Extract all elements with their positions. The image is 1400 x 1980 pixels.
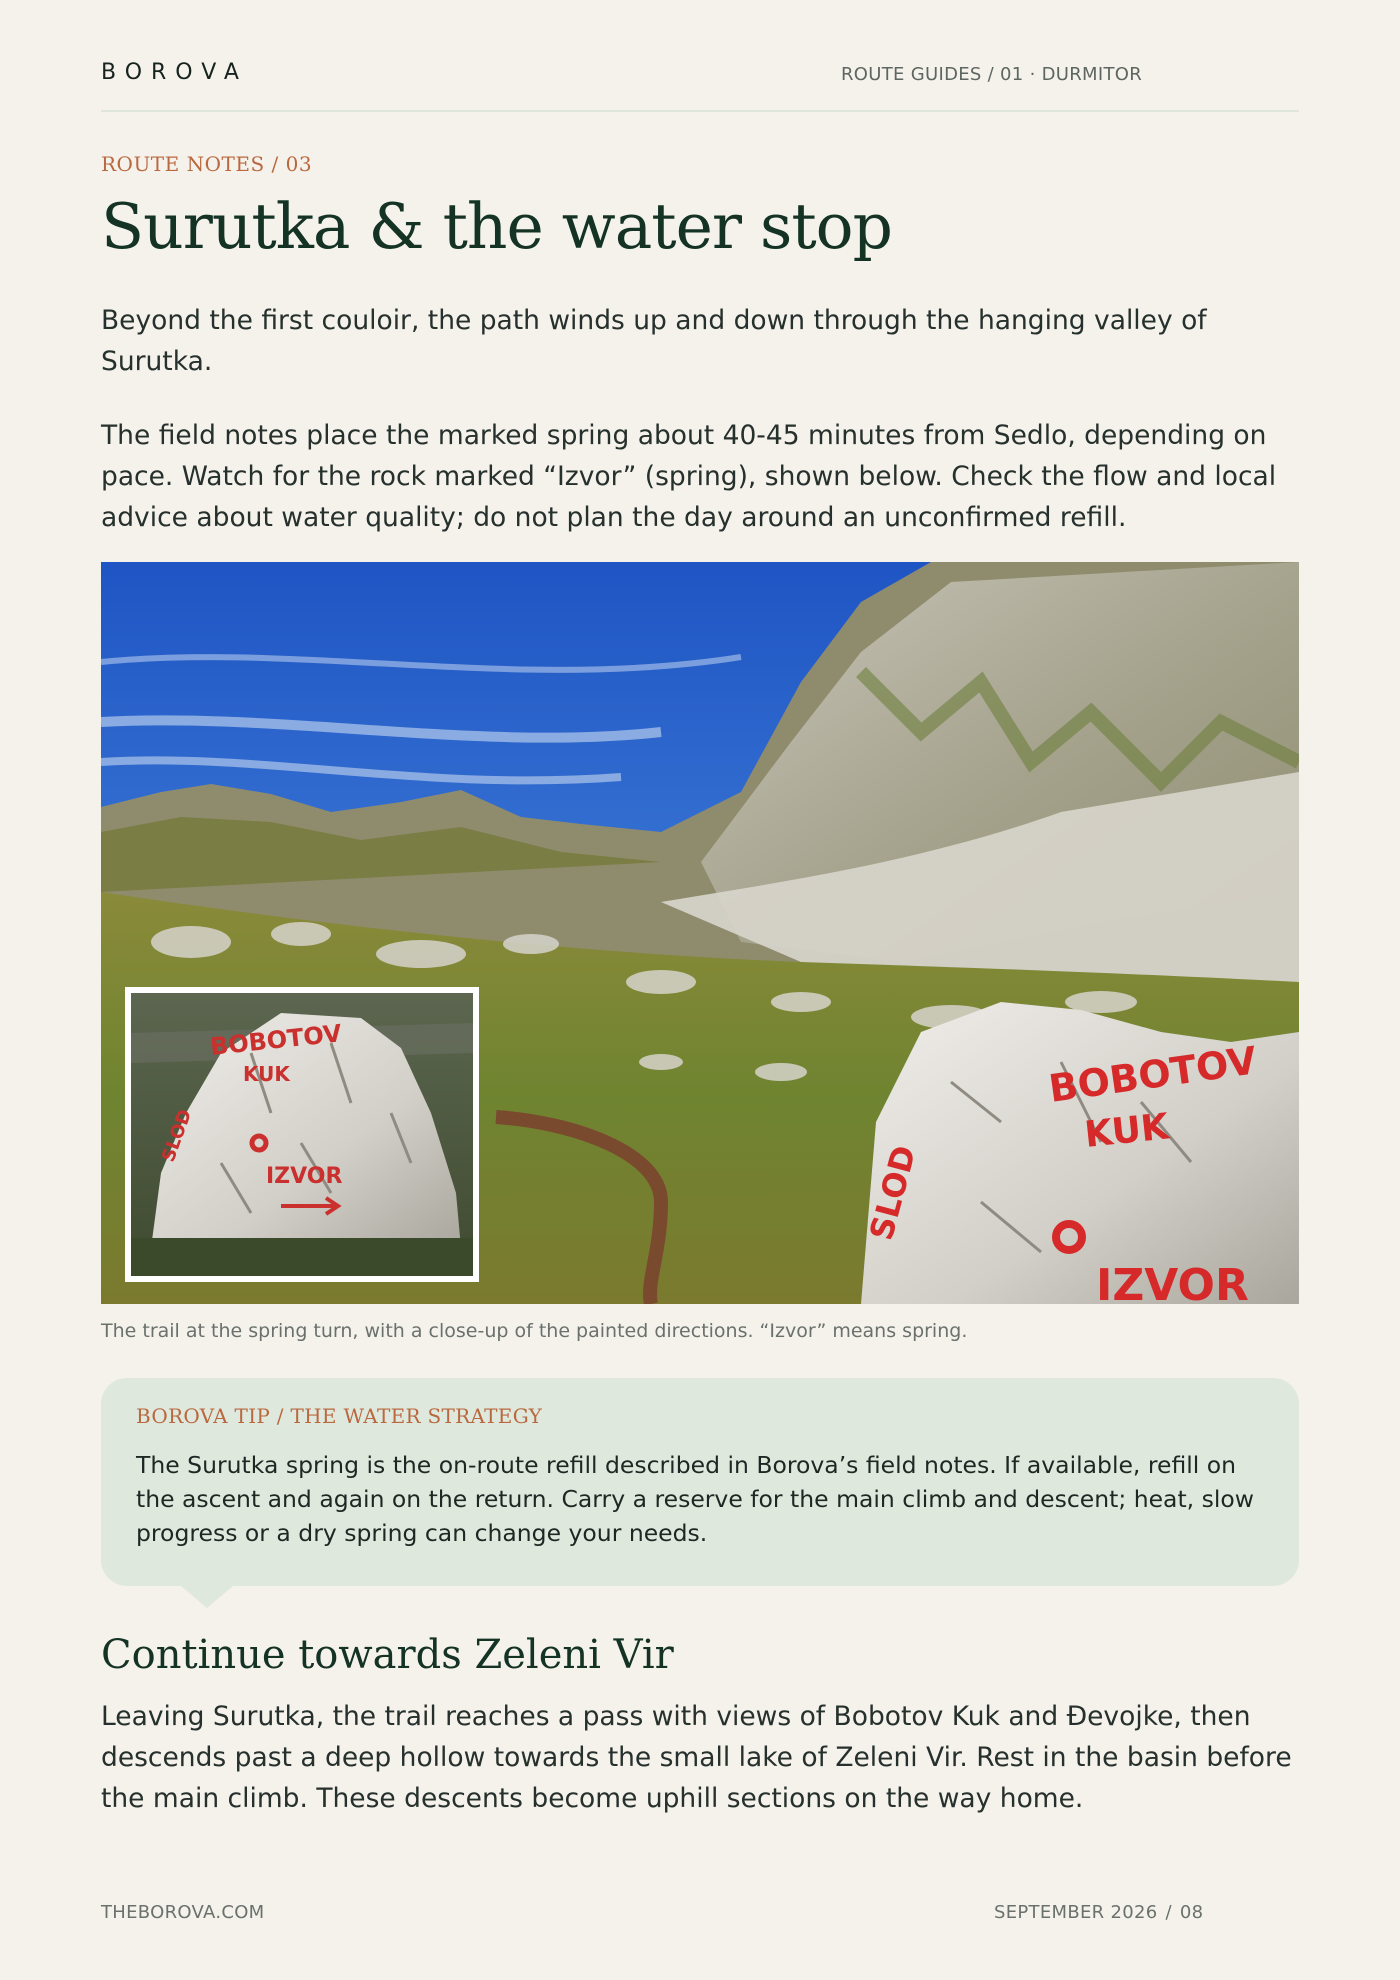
footer-date: SEPTEMBER 2026 [994,1902,1158,1923]
tip-callout [101,1378,1299,1586]
brand-logo[interactable]: BOROVA [101,60,248,85]
rock-paint-bobotov: BOBOTOV [1046,1038,1260,1111]
trail-photo [101,562,1299,1304]
section-paragraph: Leaving Surutka, the trail reaches a pass with views of Bobotov Kuk and Đevojke, then descends past a deep hollow towards the small lake of Zeleni Vir. Rest in the basin before the main climb. These descents become uphill sections on the way home. [101,1701,1292,1814]
footer-site[interactable]: THEBOROVA.COM [101,1902,265,1923]
closeup-paint-bobotov: BOBOTOV [208,1019,343,1061]
closeup-paint-izvor: IZVOR [266,1164,343,1189]
tip-kicker: BOROVA TIP / THE WATER STRATEGY [136,1404,543,1428]
footer-separator: / [1165,1902,1172,1923]
rock-closeup-inset [125,987,479,1282]
footer-meta [994,1902,1203,1923]
page [101,0,1299,1980]
section-heading: Continue towards Zeleni Vir [101,1632,674,1678]
photo-caption: The trail at the spring turn, with a close-up of the painted directions. “Izvor” means spring. [101,1320,968,1342]
intro-paragraph: Beyond the first couloir, the path winds up and down through the hanging valley of Surutka. [101,305,1207,377]
breadcrumb: ROUTE GUIDES / 01 · DURMITOR [841,64,1143,85]
rock-paint-izvor: IZVOR [1096,1260,1249,1304]
tip-pointer [181,1586,233,1608]
body-paragraph: The field notes place the marked spring about 40-45 minutes from Sedlo, depending on pace. Watch for the rock marked “Izvor” (spring), shown below. Check the flow and local advice about water quality; do not plan the day around an unconfirmed refill. [101,420,1277,533]
rock-paint-kuk: KUK [1082,1106,1171,1156]
closeup-paint-kuk: KUK [243,1062,290,1086]
closeup-paint-slod: SLOD [157,1106,197,1165]
page-title: Surutka & the water stop [101,190,892,263]
section-kicker: ROUTE NOTES / 03 [101,152,313,176]
rock-closeup-image [131,993,473,1276]
tip-body: The Surutka spring is the on-route refill described in Borova’s field notes. If available, refill on the ascent and again on the return. Carry a reserve for the main climb and descent; heat, slow progress or a dry spring can change your needs. [136,1451,1254,1547]
page-header [101,58,1299,112]
rock-paint-slod: SLOD [862,1141,924,1245]
page-number: 08 [1179,1902,1204,1923]
